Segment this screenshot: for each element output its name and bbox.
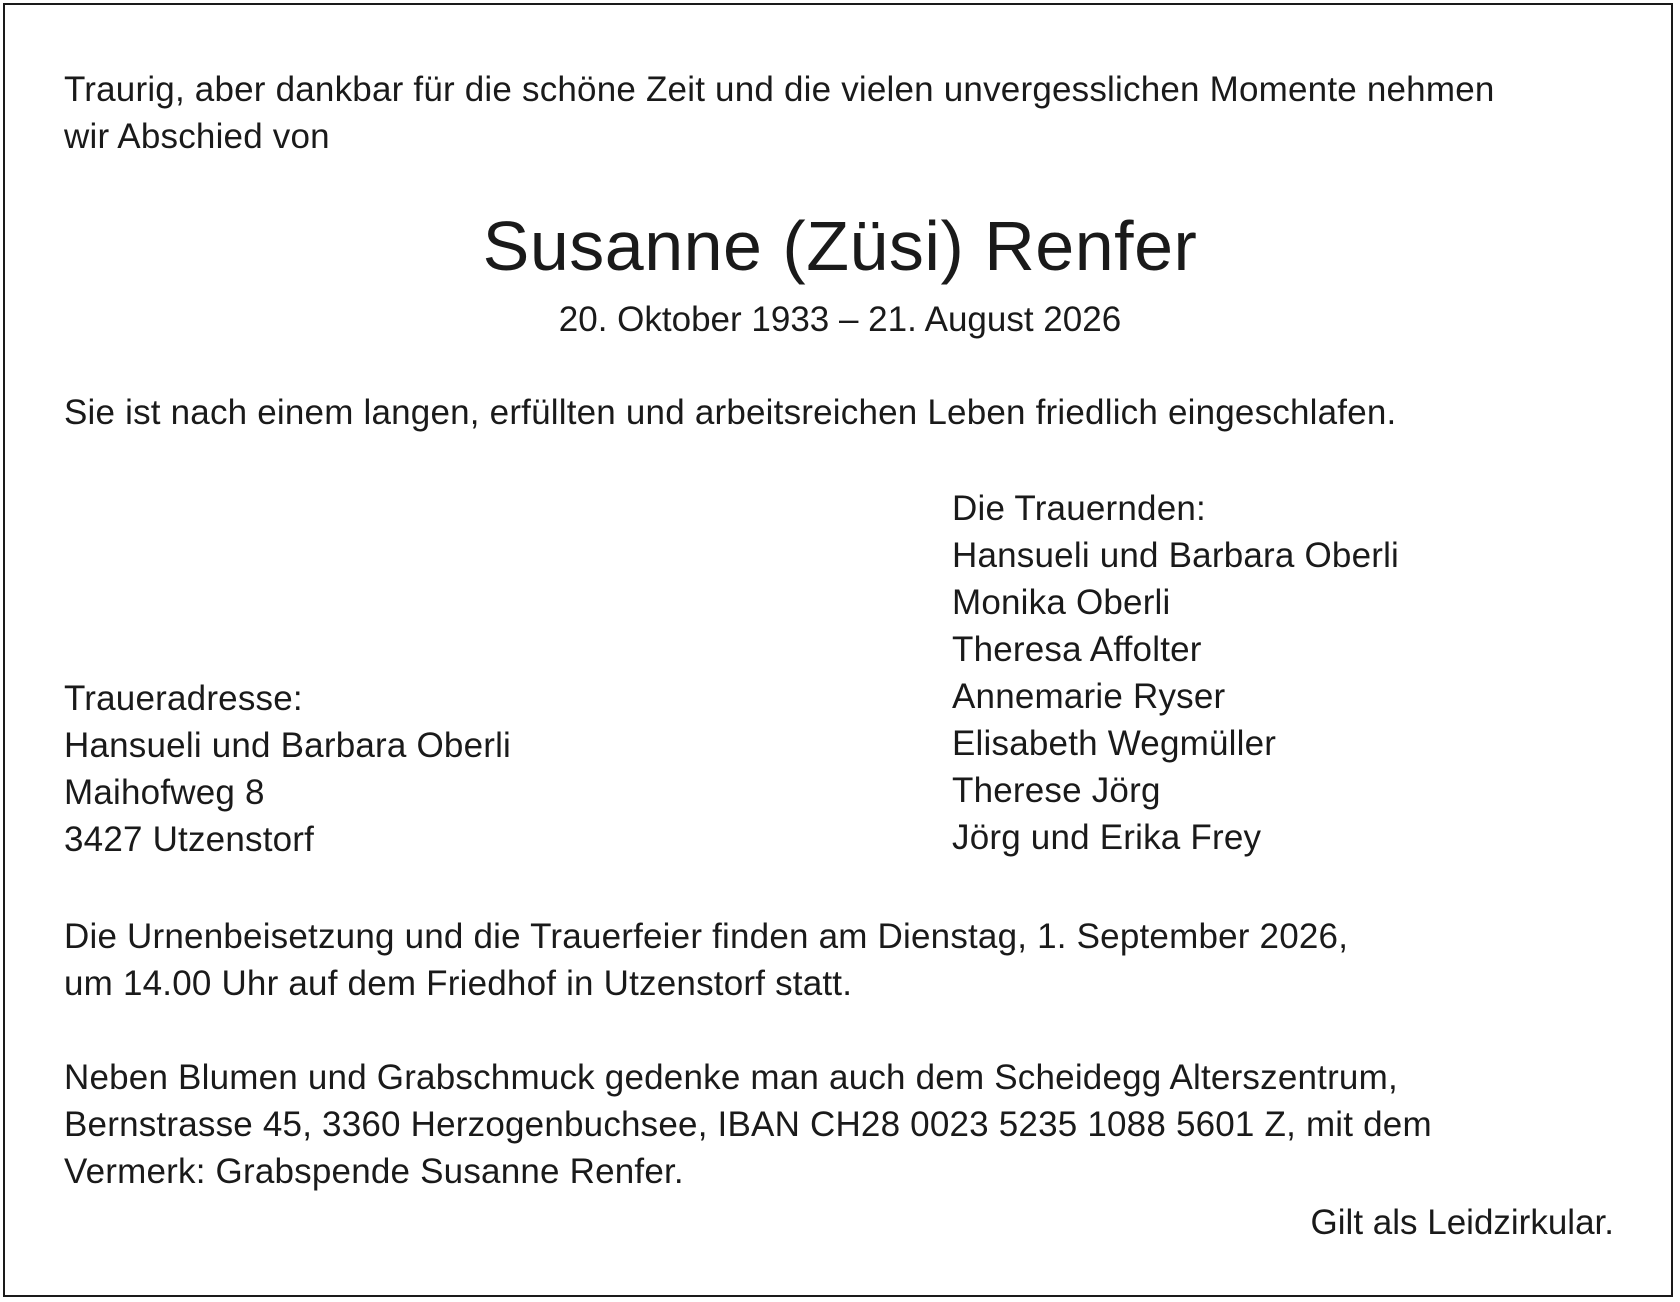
intro-text	[64, 66, 1495, 160]
mourners-heading: Die Trauernden:	[952, 489, 1206, 528]
statement-text: Sie ist nach einem langen, erfüllten und arbeitsreichen Leben friedlich eingeschlafen.	[64, 393, 1397, 432]
ceremony-text	[64, 913, 1348, 1007]
mourner-name: Therese Jörg	[952, 771, 1161, 810]
ceremony-line-2: um 14.00 Uhr auf dem Friedhof in Utzenstorf statt.	[64, 964, 853, 1003]
address-line: Maihofweg 8	[64, 773, 265, 812]
mourners-list	[952, 485, 1399, 861]
mourner-name: Elisabeth Wegmüller	[952, 724, 1277, 763]
ceremony-line-1: Die Urnenbeisetzung und die Trauerfeier finden am Dienstag, 1. September 2026,	[64, 917, 1349, 956]
mourner-name: Hansueli und Barbara Oberli	[952, 536, 1400, 575]
intro-line-2: wir Abschied von	[64, 117, 330, 156]
donation-line-3: Vermerk: Grabspende Susanne Renfer.	[64, 1152, 684, 1191]
address-heading: Traueradresse:	[64, 679, 303, 718]
donation-line-2: Bernstrasse 45, 3360 Herzogenbuchsee, IBAN CH28 0023 5235 1088 5601 Z, mit dem	[64, 1105, 1432, 1144]
mourning-address	[64, 675, 511, 863]
circular-note: Gilt als Leidzirkular.	[1310, 1203, 1614, 1242]
life-dates: 20. Oktober 1933 – 21. August 2026	[558, 300, 1122, 339]
donation-line-1: Neben Blumen und Grabschmuck gedenke man auch dem Scheidegg Alterszentrum,	[64, 1058, 1398, 1097]
donation-text	[64, 1054, 1432, 1195]
mourner-name: Annemarie Ryser	[952, 677, 1226, 716]
mourner-name: Monika Oberli	[952, 583, 1171, 622]
intro-line-1: Traurig, aber dankbar für die schöne Zeit und die vielen unvergesslichen Momente nehmen	[64, 70, 1495, 109]
address-line: 3427 Utzenstorf	[64, 820, 315, 859]
mourner-name: Theresa Affolter	[952, 630, 1202, 669]
address-line: Hansueli und Barbara Oberli	[64, 726, 512, 765]
mourner-name: Jörg und Erika Frey	[952, 818, 1262, 857]
deceased-name: Susanne (Züsi) Renfer	[482, 207, 1198, 285]
